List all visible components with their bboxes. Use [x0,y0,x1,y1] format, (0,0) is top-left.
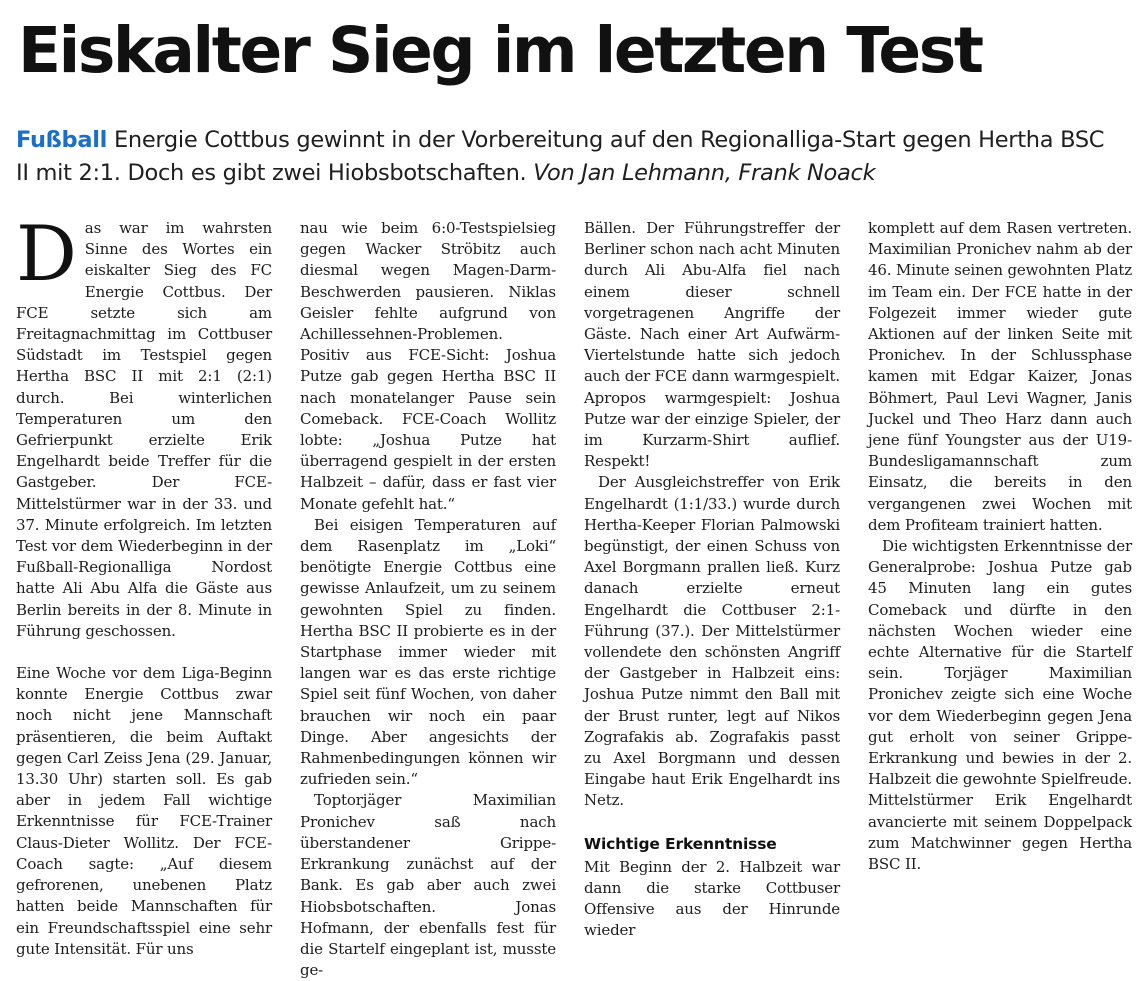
paragraph-9: komplett auf dem Rasen vertreten. Maximilian Pronichev nahm ab der 46. Minute seinen gewohnten Platz im Team ein. Der FCE hatte in der Folgezeit immer wieder gute Aktionen auf der linken Seite mit Pronichev. In der Schlussphase kamen mit Edgar Kaizer, Jonas Böhmert, Paul Levi Wagner, Janis Juckel und Theo Harz dann auch jene fünf Youngster aus der U19-Bundesligamannschaft zum Einsatz, die bereits in den vergangenen zwei Wochen mit dem Profiteam trainiert hatten. [868,219,1132,534]
paragraph-5: Toptorjäger Maximilian Pronichev saß nach überstandener Grippe-Erkrankung zunächst auf der Bank. Es gab aber auch zwei Hiobsbotschaften. Jonas Hofmann, der ebenfalls fest für die Startelf eingeplant ist, musste ge- [300,791,556,980]
paragraph-8: Mit Beginn der 2. Halbzeit war dann die starke Cottbuser Offensive aus der Hinrunde wieder [584,857,840,940]
paragraph-1-text: as war im wahrsten Sinne des Wortes ein eiskalter Sieg des FC Energie Cottbus. Der FCE setzte sich am Freitagnachmittag im Cottbuser Südstadt im Testspiel gegen Hertha BSC II mit 2:1 (2:1) durch. Bei winterlichen Temperaturen um den Gefrierpunkt erzielte Erik Engelhardt beide Treffer für die Gastgeber. Der FCE-Mittelstürmer war in der 33. und 37. Minute erfolgreich. Im letzten Test vor dem Wiederbeginn in der Fußball-Regionalliga Nordost hatte Ali Abu Alfa die Gäste aus Berlin bereits in der 8. Minute in Führung geschossen. [16,219,272,640]
section-subheading: Wichtige Erkenntnisse [584,834,777,853]
paragraph-1 [16,209,272,642]
paragraph-10: Die wichtigsten Erkenntnisse der Generalprobe: Joshua Putze gab 45 Minuten lang ein gutes Comeback und dürfte in den nächsten Wochen wieder eine echte Alternative für die Startelf sein. Torjäger Maximilian Pronichev zeigte sich eine Woche vor dem Wiederbeginn gegen Jena gut erholt von seiner Grippe-Erkrankung und bewies in der 2. Halbzeit die gewohnte Spielfreude. Mittelstürmer Erik Engelhardt avancierte mit seinem Doppelpack zum Matchwinner gegen Hertha BSC II. [868,537,1132,874]
paragraph-6: Bällen. Der Führungstreffer der Berliner schon nach acht Minuten durch Ali Abu-Alfa fiel nach einem dieser schnell vorgetragenen Angriffe der Gäste. Nach einer Art Aufwärm-Viertelstunde hatte sich jedoch auch der FCE dann warmgespielt. Apropos warmgespielt: Joshua Putze war der einzige Spieler, der im Kurzarm-Shirt auflief. Respekt! [584,219,840,471]
byline: Von Jan Lehmann, Frank Noack [533,160,876,186]
subheadline [16,124,1116,190]
kicker: Fußball [16,127,108,153]
column-3 [584,218,840,942]
paragraph-3: nau wie beim 6:0-Testspielsieg gegen Wacker Ströbitz auch diesmal wegen Magen-Darm-Beschwerden pausieren. Niklas Geisler fehlte aufgrund von Achillessehnen-Problemen. Positiv aus FCE-Sicht: Joshua Putze gab gegen Hertha BSC II nach monatelanger Pause sein Comeback. FCE-Coach Wollitz lobte: „Joshua Putze hat überragend gespielt in der ersten Halbzeit – dafür, dass er fast vier Monate gefehlt hat.“ [300,219,556,513]
paragraph-7: Der Ausgleichstreffer von Erik Engelhardt (1:1/33.) wurde durch Hertha-Keeper Florian Palmowski begünstigt, der einen Schuss von Axel Borgmann prallen ließ. Kurz danach erzielte erneut Engelhardt die Cottbuser 2:1-Führung (37.). Der Mittelstürmer vollendete den schönsten Angriff der Gastgeber in Halbzeit eins: Joshua Putze nimmt den Ball mit der Brust runter, legt auf Nikos Zografakis ab. Zografakis passt zu Axel Borgmann und dessen Eingabe haut Erik Engelhardt ins Netz. [584,473,840,810]
column-1 [16,209,272,960]
headline: Eiskalter Sieg im letzten Test [18,14,982,87]
paragraph-2: Eine Woche vor dem Liga-Beginn konnte Energie Cottbus zwar noch nicht jene Mannschaft präsentieren, die beim Auftakt gegen Carl Zeiss Jena (29. Januar, 13.30 Uhr) starten soll. Es gab aber in jedem Fall wichtige Erkenntnisse für FCE-Trainer Claus-Dieter Wollitz. Der FCE-Coach sagte: „Auf diesem gefrorenen, unebenen Platz hatten beide Mannschaften für ein Freundschaftsspiel eine sehr gute Intensität. Für uns [16,664,272,958]
subheadline-text: Energie Cottbus gewinnt in der Vorbereitung auf den Regionalliga-Start gegen Hertha BSC II mit 2:1. Doch es gibt zwei Hiobsbotschaften. [16,127,1105,186]
drop-cap: D [16,209,77,298]
article-body [16,209,1132,980]
column-4 [868,218,1132,875]
paragraph-4: Bei eisigen Temperaturen auf dem Rasenplatz im „Loki“ benötigte Energie Cottbus eine gewisse Anlaufzeit, um zu seinem gewohnten Spiel zu finden. Hertha BSC II probierte es in der Startphase immer wieder mit langen war es das erste richtige Spiel seit fünf Wochen, von daher brauchen wir noch ein paar Dinge. Aber angesichts der Rahmenbedingungen können wir zufrieden sein.“ [300,515,556,789]
column-2 [300,218,556,981]
